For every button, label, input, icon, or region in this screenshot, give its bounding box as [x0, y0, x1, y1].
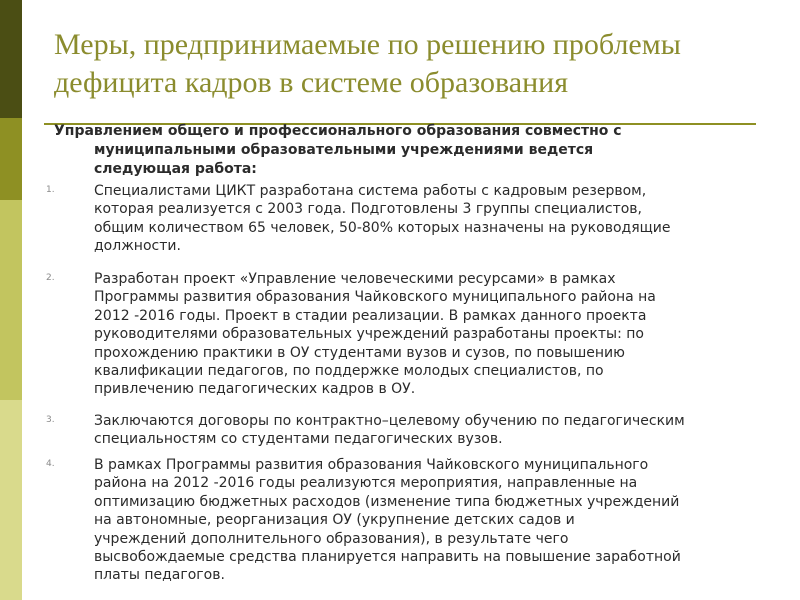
slide-title [54, 26, 784, 102]
list-item-line: на автономные, реорганизация ОУ (укрупнение детских садов и [94, 512, 575, 529]
list-item-line: оптимизацию бюджетных расходов (изменение типа бюджетных учреждений [94, 493, 680, 510]
list-item-line: Разработан проект «Управление человеческими ресурсами» в рамках [94, 271, 616, 287]
list-item-line: района на 2012 -2016 годы реализуются мероприятия, направленные на [94, 475, 638, 492]
list-item-line: Специалистами ЦИКТ разработана система работы с кадровым резервом, [94, 183, 647, 199]
list-item-line: специальностям со студентами педагогических вузов. [94, 431, 503, 448]
sidebar-segment-pale [0, 400, 22, 600]
list-item-line: общим количеством 65 человек, 50-80% которых назначены на руководящие [94, 219, 671, 236]
slide-title-line-1: Меры, предпринимаемые по решению проблемы [54, 28, 681, 61]
list-item-line: должности. [94, 238, 181, 255]
list-item-line: В рамках Программы развития образования Чайковского муниципального [94, 457, 649, 473]
list-item-line: руководителями образовательных учреждений разработаны проекты: по [94, 326, 644, 343]
list-item-line: прохождению практики в ОУ студентами вузов и сузов, по повышению [94, 344, 625, 361]
intro-line-3: следующая работа: [94, 161, 257, 177]
list-item-text [94, 182, 794, 256]
list-item-text [94, 456, 794, 585]
list-item-line: Заключаются договоры по контрактно–целевому обучению по педагогическим [94, 413, 685, 429]
list-item-line: привлечению педагогических кадров в ОУ. [94, 381, 416, 398]
list-item-line: 2012 -2016 годы. Проект в стадии реализации. В рамках данного проекта [94, 307, 647, 324]
sidebar-segment-light [0, 200, 22, 400]
list-item-line: Программы развития образования Чайковского муниципального района на [94, 289, 656, 306]
intro-paragraph [54, 122, 789, 179]
list-item-text [94, 270, 794, 399]
list-item-line: квалификации педагогов, по поддержке молодых специалистов, по [94, 363, 604, 380]
list-item-line: платы педагогов. [94, 567, 225, 584]
list-item-line: которая реализуется с 2003 года. Подготовлены 3 группы специалистов, [94, 201, 642, 218]
list-item-line: высвобождаемые средства планируется направить на повышение заработной [94, 549, 681, 566]
sidebar-segment-dark [0, 0, 22, 118]
intro-line-1: Управлением общего и профессионального образования совместно с [54, 123, 622, 139]
list-item-number: 2. [46, 273, 55, 283]
slide-title-line-2: дефицита кадров в системе образования [54, 66, 569, 99]
list-item-number: 1. [46, 185, 55, 195]
list-item-number: 3. [46, 415, 55, 425]
list-item-text [94, 412, 794, 449]
list-item-number: 4. [46, 459, 55, 469]
sidebar-segment-mid [0, 118, 22, 200]
intro-line-2: муниципальными образовательными учреждениями ведется [94, 142, 594, 158]
decorative-sidebar [0, 0, 22, 600]
list-item-line: учреждений дополнительного образования), в результате чего [94, 530, 569, 547]
